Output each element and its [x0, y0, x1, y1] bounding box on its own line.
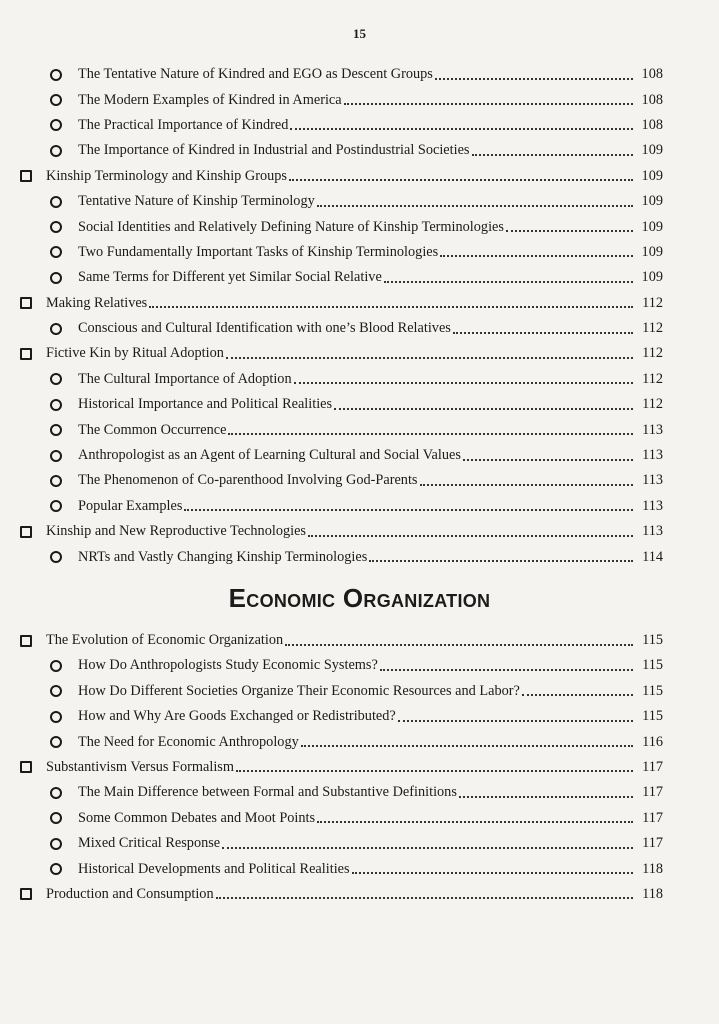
entry-page-number: 117 — [642, 758, 663, 775]
table-of-contents — [0, 62, 719, 907]
square-bullet-icon — [20, 635, 32, 647]
dot-leader — [308, 535, 633, 537]
entry-page-number: 112 — [642, 294, 663, 311]
toc-subsection-entry — [0, 316, 719, 341]
circle-bullet-icon — [50, 838, 62, 850]
dot-leader — [369, 560, 633, 562]
entry-page-number: 116 — [642, 733, 663, 750]
toc-subsection-entry — [0, 856, 719, 881]
circle-bullet-icon — [50, 787, 62, 799]
dot-leader — [301, 745, 633, 747]
dot-leader — [352, 872, 633, 874]
toc-subsection-entry — [0, 240, 719, 265]
circle-bullet-icon — [50, 660, 62, 672]
toc-subsection-entry — [0, 704, 719, 729]
entry-title: Popular Examples — [78, 497, 183, 514]
toc-subsection-entry — [0, 494, 719, 519]
toc-section-entry — [0, 519, 719, 544]
toc-subsection-entry — [0, 729, 719, 754]
toc-section-entry — [0, 164, 719, 189]
dot-leader — [317, 205, 633, 207]
entry-title: How Do Different Societies Organize Their Economic Resources and Labor? — [78, 682, 520, 699]
entry-page-number: 113 — [642, 421, 663, 438]
entry-page-number: 112 — [642, 396, 663, 413]
entry-title: Same Terms for Different yet Similar Social Relative — [78, 269, 382, 286]
dot-leader — [472, 154, 634, 156]
dot-leader — [222, 847, 633, 849]
toc-subsection-entry — [0, 806, 719, 831]
entry-title: Some Common Debates and Moot Points — [78, 809, 316, 826]
entry-title: Kinship Terminology and Kinship Groups — [46, 167, 287, 184]
entry-title: The Evolution of Economic Organization — [46, 632, 284, 648]
entry-title: The Modern Examples of Kindred in America — [78, 91, 342, 108]
toc-subsection-entry — [0, 653, 719, 678]
entry-title: Making Relatives — [46, 294, 148, 311]
entry-page-number: 112 — [642, 320, 663, 337]
entry-page-number: 112 — [642, 370, 663, 387]
entry-page-number: 109 — [641, 269, 663, 286]
entry-page-number: 117 — [642, 784, 663, 801]
entry-title: NRTs and Vastly Changing Kinship Terminologies — [78, 548, 368, 565]
dot-leader — [289, 179, 633, 181]
entry-page-number: 118 — [642, 860, 663, 877]
circle-bullet-icon — [50, 145, 62, 157]
entry-title: The Main Difference between Formal and Substantive Definitions — [78, 784, 457, 801]
toc-section-entry — [0, 882, 719, 907]
dot-leader — [384, 281, 633, 283]
entry-title: Fictive Kin by Ritual Adoption — [46, 345, 224, 362]
circle-bullet-icon — [50, 812, 62, 824]
entry-page-number: 109 — [641, 167, 663, 184]
toc-subsection-entry — [0, 189, 719, 214]
square-bullet-icon — [20, 297, 32, 309]
chapter-heading — [0, 570, 719, 628]
entry-page-number: 109 — [641, 142, 663, 159]
entry-title: Kinship and New Reproductive Technologies — [46, 523, 306, 540]
circle-bullet-icon — [50, 196, 62, 208]
entry-page-number: 109 — [641, 218, 663, 235]
entry-title: How Do Anthropologists Study Economic Systems? — [78, 657, 378, 674]
circle-bullet-icon — [50, 475, 62, 487]
circle-bullet-icon — [50, 736, 62, 748]
dot-leader — [420, 484, 634, 486]
dot-leader — [149, 306, 633, 308]
toc-section-entry — [0, 341, 719, 366]
entry-title: The Common Occurrence — [78, 421, 227, 438]
dot-leader — [398, 720, 633, 722]
entry-title: The Cultural Importance of Adoption — [78, 370, 292, 387]
circle-bullet-icon — [50, 711, 62, 723]
circle-bullet-icon — [50, 685, 62, 697]
entry-title: Social Identities and Relatively Defining Nature of Kinship Terminologies — [78, 218, 504, 235]
dot-leader — [380, 669, 633, 671]
chapter-heading-text: Economic Organization — [228, 583, 491, 614]
entry-page-number: 113 — [642, 447, 663, 464]
circle-bullet-icon — [50, 500, 62, 512]
toc-subsection-entry — [0, 113, 719, 138]
entry-page-number: 109 — [641, 243, 663, 260]
dot-leader — [440, 255, 633, 257]
toc-subsection-entry — [0, 780, 719, 805]
toc-subsection-entry — [0, 468, 719, 493]
dot-leader — [522, 694, 633, 696]
circle-bullet-icon — [50, 246, 62, 258]
entry-page-number: 108 — [641, 66, 663, 83]
entry-title: Substantivism Versus Formalism — [46, 758, 234, 775]
dot-leader — [463, 459, 633, 461]
circle-bullet-icon — [50, 69, 62, 81]
dot-leader — [344, 103, 633, 105]
circle-bullet-icon — [50, 863, 62, 875]
toc-subsection-entry — [0, 62, 719, 87]
circle-bullet-icon — [50, 399, 62, 411]
circle-bullet-icon — [50, 373, 62, 385]
entry-title: How and Why Are Goods Exchanged or Redistributed? — [78, 708, 396, 725]
entry-page-number: 117 — [642, 835, 663, 852]
entry-title: The Tentative Nature of Kindred and EGO as Descent Groups — [78, 66, 433, 83]
entry-title: The Practical Importance of Kindred — [78, 116, 289, 133]
toc-subsection-entry — [0, 443, 719, 468]
dot-leader — [216, 897, 633, 899]
toc-subsection-entry — [0, 544, 719, 569]
toc-subsection-entry — [0, 417, 719, 442]
dot-leader — [226, 357, 633, 359]
toc-subsection-entry — [0, 138, 719, 163]
entry-page-number: 115 — [642, 657, 663, 674]
entry-page-number: 118 — [642, 885, 663, 902]
entry-page-number: 115 — [642, 708, 663, 725]
entry-title: Conscious and Cultural Identification with one’s Blood Relatives — [78, 320, 451, 337]
circle-bullet-icon — [50, 323, 62, 335]
dot-leader — [228, 433, 633, 435]
toc-section-entry — [0, 628, 719, 653]
dot-leader — [459, 796, 633, 798]
entry-title: The Need for Economic Anthropology — [78, 733, 299, 750]
entry-page-number: 114 — [642, 548, 663, 565]
entry-title: Anthropologist as an Agent of Learning Cultural and Social Values — [78, 447, 461, 464]
dot-leader — [294, 382, 633, 384]
dot-leader — [453, 332, 633, 334]
circle-bullet-icon — [50, 450, 62, 462]
dot-leader — [285, 644, 633, 646]
dot-leader — [236, 770, 633, 772]
entry-page-number: 113 — [642, 523, 663, 540]
entry-page-number: 113 — [642, 472, 663, 489]
square-bullet-icon — [20, 348, 32, 360]
square-bullet-icon — [20, 761, 32, 773]
circle-bullet-icon — [50, 221, 62, 233]
circle-bullet-icon — [50, 551, 62, 563]
circle-bullet-icon — [50, 119, 62, 131]
entry-title: Production and Consumption — [46, 885, 214, 902]
entry-page-number: 115 — [642, 682, 663, 699]
entry-title: The Importance of Kindred in Industrial and Postindustrial Societies — [78, 142, 470, 159]
circle-bullet-icon — [50, 424, 62, 436]
toc-section-entry — [0, 755, 719, 780]
entry-title: Historical Importance and Political Realities — [78, 396, 333, 413]
dot-leader — [506, 230, 633, 232]
toc-subsection-entry — [0, 679, 719, 704]
toc-subsection-entry — [0, 87, 719, 112]
dot-leader — [435, 78, 633, 80]
entry-title: Tentative Nature of Kinship Terminology — [78, 193, 315, 210]
square-bullet-icon — [20, 526, 32, 538]
toc-subsection-entry — [0, 831, 719, 856]
toc-subsection-entry — [0, 265, 719, 290]
entry-page-number: 112 — [642, 345, 663, 362]
toc-subsection-entry — [0, 367, 719, 392]
square-bullet-icon — [20, 170, 32, 182]
toc-subsection-entry — [0, 214, 719, 239]
entry-page-number: 117 — [642, 809, 663, 826]
toc-block-kinship — [0, 62, 719, 570]
dot-leader — [334, 408, 633, 410]
entry-page-number: 113 — [642, 497, 663, 514]
entry-title: Two Fundamentally Important Tasks of Kinship Terminologies — [78, 243, 439, 260]
toc-section-entry — [0, 291, 719, 316]
dot-leader — [317, 821, 633, 823]
square-bullet-icon — [20, 888, 32, 900]
entry-title: Mixed Critical Response — [78, 835, 221, 852]
entry-title: Historical Developments and Political Realities — [78, 860, 350, 877]
toc-block-economic — [0, 628, 719, 907]
page-number: 15 — [353, 26, 366, 41]
dot-leader — [290, 128, 633, 130]
entry-page-number: 109 — [641, 193, 663, 210]
entry-title: The Phenomenon of Co-parenthood Involving God-Parents — [78, 472, 418, 489]
toc-subsection-entry — [0, 392, 719, 417]
entry-page-number: 108 — [641, 116, 663, 133]
circle-bullet-icon — [50, 94, 62, 106]
circle-bullet-icon — [50, 272, 62, 284]
entry-page-number: 115 — [642, 632, 663, 648]
dot-leader — [184, 509, 633, 511]
entry-page-number: 108 — [641, 91, 663, 108]
